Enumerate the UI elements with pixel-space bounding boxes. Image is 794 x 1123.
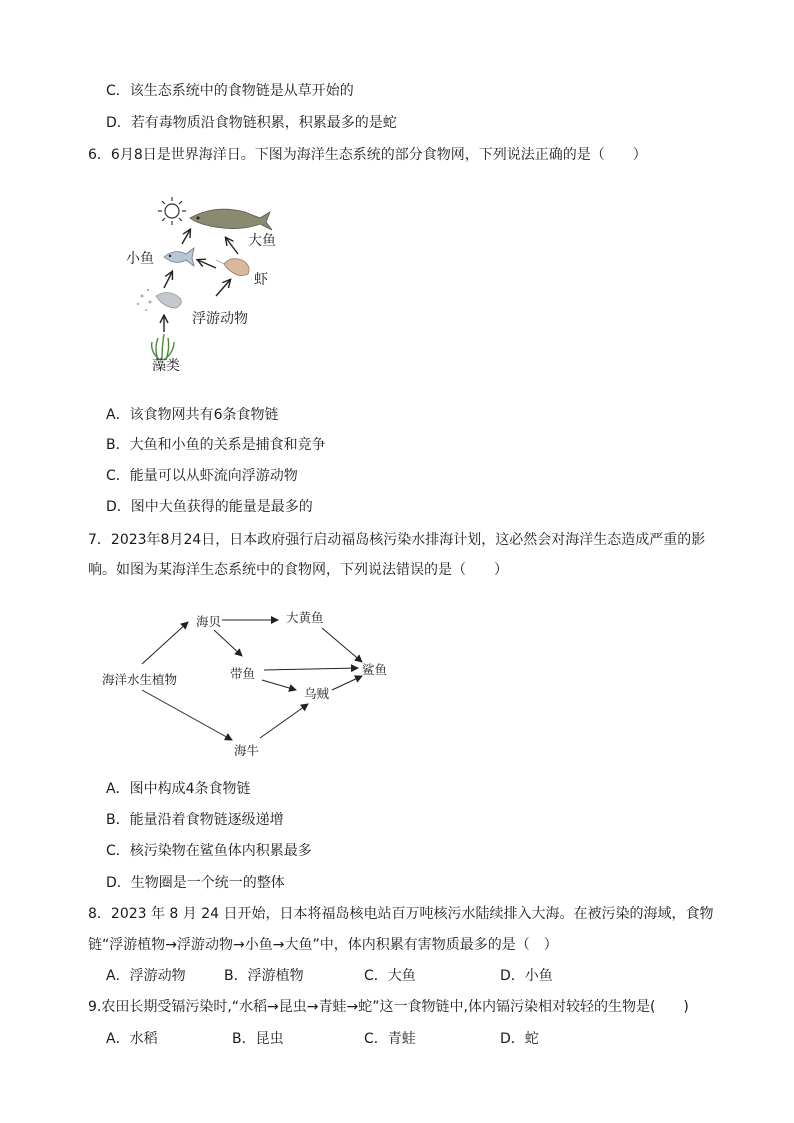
q7-option-a: A．图中构成4条食物链 [106,781,251,797]
q9-option-a: A．水稻 [106,1031,158,1047]
q7-option-d: D．生物圈是一个统一的整体 [106,875,285,891]
label-croaker: 大黄鱼 [286,610,324,625]
arrow-squid-to-shark [332,676,362,690]
arrow-hairtail-to-shark [264,668,358,670]
zooplankton-icon [137,289,182,311]
q6-option-a: A．该食物网共有6条食物链 [106,407,279,423]
q7-stem-line2: 响。如图为某海洋生态系统中的食物网，下列说法错误的是（ ） [88,562,508,578]
q8-option-a: A．浮游动物 [106,968,186,984]
arrow-shellfish-to-hairtail [214,630,242,656]
label-algae: 藻类 [152,358,180,374]
arrow-plants-to-shellfish [142,622,188,664]
q7-stem-line1: 7．2023年8月24日，日本政府强行启动福岛核污染水排海计划，这必然会对海洋生态造成严重的影 [88,532,706,548]
sun-icon [158,197,186,225]
q6-food-web-figure [120,192,300,382]
label-shark: 鲨鱼 [362,662,388,677]
q9-option-d: D．蛇 [500,1031,539,1047]
label-small-fish: 小鱼 [126,251,154,267]
arrow-shrimp-to-small [198,260,216,268]
label-plants: 海洋水生植物 [102,672,178,687]
q9-option-c: C．青蛙 [364,1031,416,1047]
q6-option-d: D．图中大鱼获得的能量是最多的 [106,499,313,515]
q7-option-b: B．能量沿着食物链逐级递增 [106,812,284,828]
label-shellfish: 海贝 [196,614,222,629]
q9-stem: 9.农田长期受镉污染时,“水稻→昆虫→青蛙→蛇”这一食物链中,体内镉污染相对较轻的生物是( ) [88,999,689,1015]
label-squid: 乌贼 [304,686,330,701]
q8-option-d: D．小鱼 [500,968,553,984]
q6-stem: 6．6月8日是世界海洋日。下图为海洋生态系统的部分食物网，下列说法正确的是（ ） [88,147,647,163]
q5-option-c: C．该生态系统中的食物链是从草开始的 [106,83,354,99]
arrow-zoo-to-small [164,272,172,288]
q7-option-c: C．核污染物在鲨鱼体内积累最多 [106,843,312,859]
arrow-zoo-to-shrimp [216,280,230,296]
label-seacow: 海牛 [234,743,260,758]
arrow-hairtail-to-squid [262,680,296,690]
algae-icon [152,334,174,360]
small-fish-icon [164,248,194,266]
label-big-fish: 大鱼 [248,233,276,249]
label-zooplankton: 浮游动物 [192,311,248,327]
q9-options [106,1030,706,1048]
label-shrimp: 虾 [254,272,268,288]
arrow-shrimp-to-big [226,238,238,254]
arrow-seacow-to-squid [260,704,308,738]
big-fish-icon [190,209,272,230]
arrow-plants-to-seacow [142,690,232,740]
q7-food-web-figure [96,600,406,765]
arrow-small-to-big [182,230,190,244]
q8-option-c: C．大鱼 [364,968,416,984]
arrow-croaker-to-shark [322,628,362,662]
q8-options [106,967,706,985]
q8-stem-line1: 8．2023 年 8 月 24 日开始，日本将福岛核电站百万吨核污水陆续排入大海。在被污染的海域，食物 [88,906,714,922]
q8-stem-line2: 链“浮游植物→浮游动物→小鱼→大鱼”中，体内积累有害物质最多的是（ ） [88,937,558,953]
q9-option-b: B．昆虫 [232,1031,284,1047]
q8-option-b: B．浮游植物 [224,968,304,984]
shrimp-icon [216,259,249,276]
label-hairtail: 带鱼 [230,666,256,681]
q6-option-b: B．大鱼和小鱼的关系是捕食和竞争 [106,437,326,453]
q5-option-d: D．若有毒物质沿食物链积累，积累最多的是蛇 [106,115,397,131]
q6-option-c: C．能量可以从虾流向浮游动物 [106,468,298,484]
